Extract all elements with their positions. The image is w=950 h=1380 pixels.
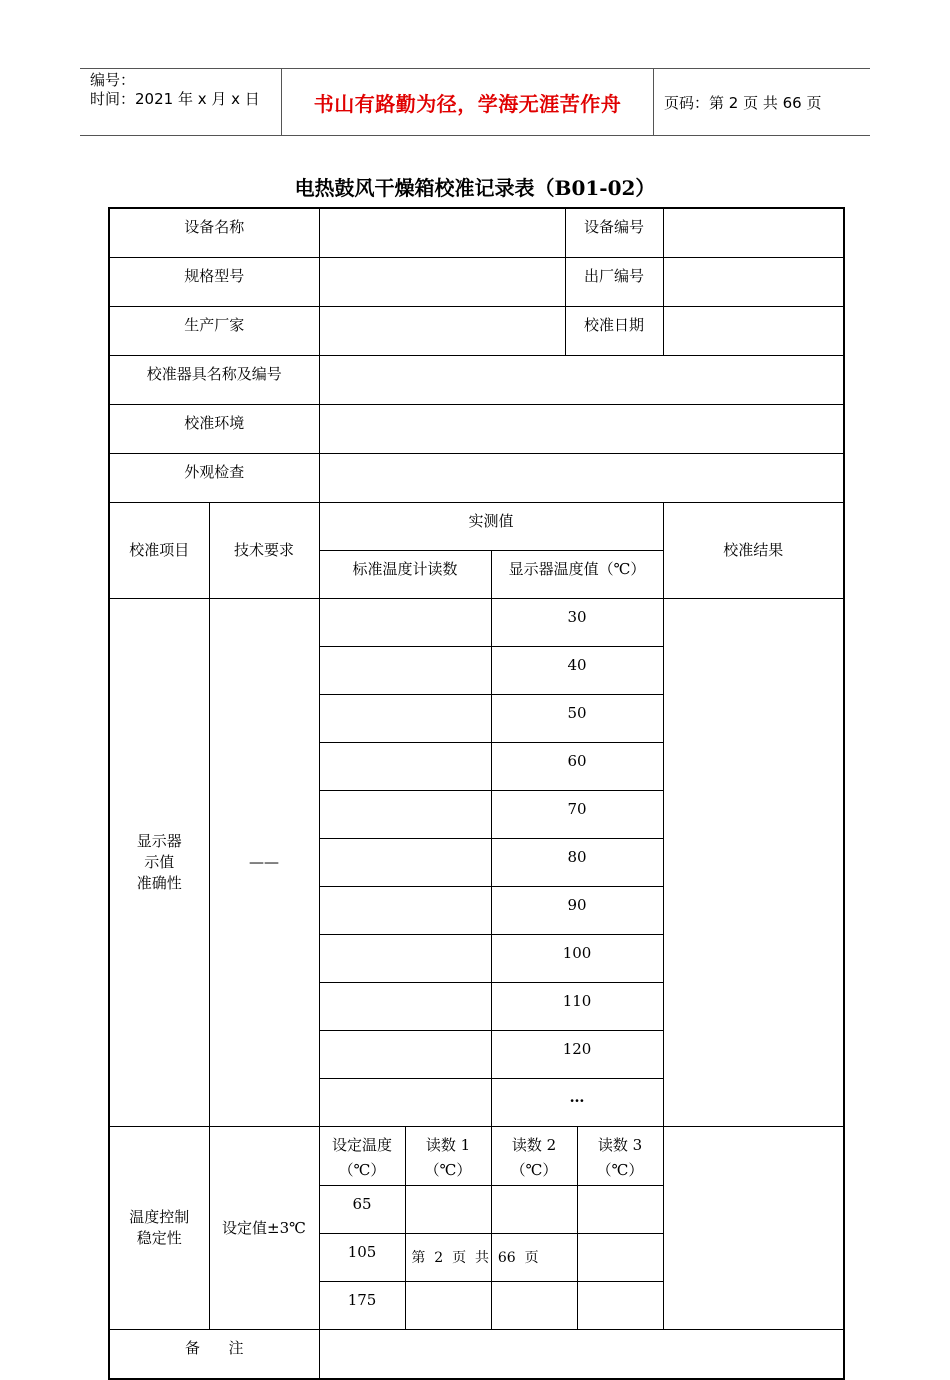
stability-setpoint: 175 <box>319 1282 405 1330</box>
remarks-row <box>109 1330 844 1380</box>
display-setpoint: 60 <box>491 743 663 791</box>
reading-2-header-text: 读数 2 <box>511 1136 557 1154</box>
form-row <box>109 208 844 258</box>
reading-2-unit: （℃） <box>510 1161 558 1179</box>
number-label: 编号： <box>90 71 136 89</box>
environment-field[interactable] <box>319 405 844 454</box>
standard-reading-cell[interactable] <box>319 983 491 1031</box>
reading-3-header <box>577 1127 663 1186</box>
stability-requirement: 设定值±3℃ <box>209 1127 319 1330</box>
remarks-label: 备 注 <box>109 1330 319 1380</box>
equipment-name-label: 设备名称 <box>109 208 319 258</box>
reading-3-cell[interactable] <box>577 1282 663 1330</box>
reading-1-cell[interactable] <box>405 1282 491 1330</box>
motto: 书山有路勤为径，学海无涯苦作舟 <box>313 91 622 116</box>
stability-setpoint: 65 <box>319 1186 405 1234</box>
display-row <box>109 599 844 647</box>
header-meta <box>80 69 282 135</box>
standard-reading-cell[interactable] <box>319 647 491 695</box>
reading-2-cell[interactable] <box>491 1282 577 1330</box>
calibration-form <box>108 207 845 1380</box>
header-row <box>109 503 844 551</box>
display-setpoint: … <box>491 1079 663 1127</box>
reading-3-header-text: 读数 3 <box>597 1136 643 1154</box>
display-setpoint: 40 <box>491 647 663 695</box>
form-row <box>109 307 844 356</box>
standard-reading-cell[interactable] <box>319 887 491 935</box>
reading-3-unit: （℃） <box>596 1161 644 1179</box>
standard-reading-cell[interactable] <box>319 935 491 983</box>
standard-reading-cell[interactable] <box>319 839 491 887</box>
measured-header: 实测值 <box>319 503 663 551</box>
stability-result-cell[interactable] <box>663 1127 844 1330</box>
equipment-number-label: 设备编号 <box>565 208 663 258</box>
reading-2-header <box>491 1127 577 1186</box>
display-accuracy-label <box>109 599 209 1127</box>
form-row <box>109 258 844 307</box>
display-setpoint: 90 <box>491 887 663 935</box>
set-temp-header-text: 设定温度 <box>332 1136 393 1154</box>
reading-1-cell[interactable] <box>405 1186 491 1234</box>
reading-3-cell[interactable] <box>577 1186 663 1234</box>
reading-1-unit: （℃） <box>424 1161 472 1179</box>
stability-setpoint: 105 <box>319 1234 405 1282</box>
standard-reading-cell[interactable] <box>319 599 491 647</box>
stability-header-row <box>109 1127 844 1186</box>
equipment-name-field[interactable] <box>319 208 565 258</box>
display-requirement: —— <box>209 599 319 1127</box>
manufacturer-label: 生产厂家 <box>109 307 319 356</box>
page-header <box>80 68 870 136</box>
display-setpoint: 110 <box>491 983 663 1031</box>
display-setpoint: 30 <box>491 599 663 647</box>
requirement-header: 技术要求 <box>209 503 319 599</box>
stability-label-line-1: 温度控制 <box>129 1208 190 1226</box>
factory-number-field[interactable] <box>663 258 844 307</box>
factory-number-label: 出厂编号 <box>565 258 663 307</box>
document-title: 电热鼓风干燥箱校准记录表（B01-02） <box>294 176 656 200</box>
display-setpoint: 120 <box>491 1031 663 1079</box>
standard-reading-cell[interactable] <box>319 1079 491 1127</box>
calibration-date-label: 校准日期 <box>565 307 663 356</box>
page-footer: 第 2 页 共 66 页 <box>411 1250 539 1266</box>
form-row <box>109 356 844 405</box>
standard-reading-cell[interactable] <box>319 1031 491 1079</box>
display-setpoint: 80 <box>491 839 663 887</box>
remarks-field[interactable] <box>319 1330 844 1380</box>
time-label: 时间：2021 年 x 月 x 日 <box>90 90 260 108</box>
form-row <box>109 405 844 454</box>
standard-reading-header: 标准温度计读数 <box>319 551 491 599</box>
display-setpoint: 50 <box>491 695 663 743</box>
result-header: 校准结果 <box>663 503 844 599</box>
set-temp-unit: （℃） <box>338 1161 386 1179</box>
display-label-line-1: 显示器 <box>136 832 182 850</box>
stability-label <box>109 1127 209 1330</box>
reading-1-header <box>405 1127 491 1186</box>
header-motto-cell <box>282 69 654 135</box>
instrument-label: 校准器具名称及编号 <box>109 356 319 405</box>
appearance-label: 外观检查 <box>109 454 319 503</box>
header-page-info: 页码：第 2 页 共 66 页 <box>664 93 822 112</box>
standard-reading-cell[interactable] <box>319 743 491 791</box>
instrument-field[interactable] <box>319 356 844 405</box>
model-field[interactable] <box>319 258 565 307</box>
display-result-cell[interactable] <box>663 599 844 1127</box>
form-row <box>109 454 844 503</box>
calibration-date-field[interactable] <box>663 307 844 356</box>
display-value-header: 显示器温度值（℃） <box>491 551 663 599</box>
display-setpoint: 100 <box>491 935 663 983</box>
stability-label-line-2: 稳定性 <box>136 1229 182 1247</box>
standard-reading-cell[interactable] <box>319 791 491 839</box>
set-temp-header <box>319 1127 405 1186</box>
reading-1-header-text: 读数 1 <box>425 1136 471 1154</box>
environment-label: 校准环境 <box>109 405 319 454</box>
item-header: 校准项目 <box>109 503 209 599</box>
appearance-field[interactable] <box>319 454 844 503</box>
model-label: 规格型号 <box>109 258 319 307</box>
equipment-number-field[interactable] <box>663 208 844 258</box>
display-setpoint: 70 <box>491 791 663 839</box>
manufacturer-field[interactable] <box>319 307 565 356</box>
display-label-line-2: 示值 <box>144 853 175 871</box>
standard-reading-cell[interactable] <box>319 695 491 743</box>
reading-2-cell[interactable] <box>491 1186 577 1234</box>
display-label-line-3: 准确性 <box>136 874 182 892</box>
